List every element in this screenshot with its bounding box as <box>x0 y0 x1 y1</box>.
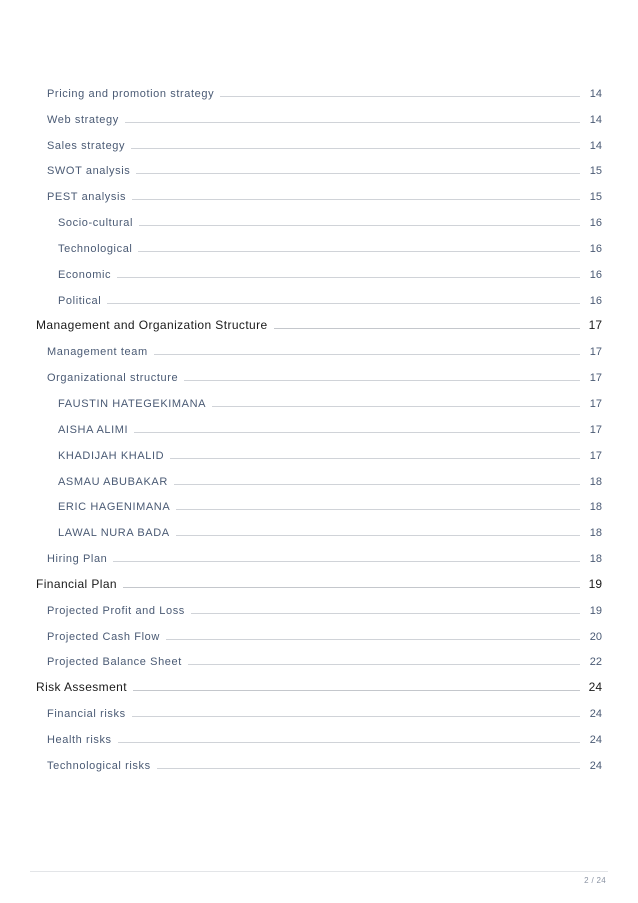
toc-leader-line <box>274 328 580 329</box>
toc-entry[interactable] <box>0 104 638 130</box>
toc-leader-line <box>191 613 580 614</box>
toc-page-number[interactable]: 19 <box>589 604 602 617</box>
toc-page-number[interactable]: 18 <box>589 501 602 514</box>
toc-leader-line <box>136 173 580 174</box>
toc-entry-title[interactable]: Financial risks <box>47 708 126 721</box>
toc-entry-title[interactable]: Socio-cultural <box>58 217 134 230</box>
toc-entry-title[interactable]: Organizational structure <box>47 372 179 385</box>
toc-entry-title[interactable]: Technological risks <box>47 759 151 772</box>
toc-entry[interactable] <box>0 543 638 569</box>
toc-entry[interactable] <box>0 259 638 285</box>
toc-entry-title[interactable]: Political <box>58 294 102 307</box>
toc-page-number[interactable]: 17 <box>588 318 602 333</box>
toc-entry-title[interactable]: ASMAU ABUBAKAR <box>58 475 168 488</box>
toc-page-number[interactable]: 19 <box>588 576 602 591</box>
toc-leader-line <box>118 742 580 743</box>
toc-entry[interactable] <box>0 285 638 311</box>
toc-leader-line <box>134 432 580 433</box>
toc-leader-line <box>176 535 580 536</box>
toc-page-number[interactable]: 16 <box>589 294 602 307</box>
toc-page-number[interactable]: 20 <box>589 630 602 643</box>
toc-entry[interactable] <box>0 130 638 156</box>
toc-page-number[interactable]: 14 <box>589 113 602 126</box>
toc-entry[interactable] <box>0 466 638 492</box>
page-indicator: 2 / 24 <box>584 876 606 885</box>
toc-leader-line <box>131 148 580 149</box>
toc-leader-line <box>117 277 580 278</box>
toc-page-number[interactable]: 18 <box>589 527 602 540</box>
toc-entry[interactable] <box>0 414 638 440</box>
toc-entry[interactable] <box>0 595 638 621</box>
toc-entry-title[interactable]: Risk Assesment <box>36 680 127 695</box>
toc-entry[interactable] <box>0 672 638 698</box>
toc-entry[interactable] <box>0 517 638 543</box>
toc-page-number[interactable]: 18 <box>589 475 602 488</box>
toc-page-number[interactable]: 16 <box>589 242 602 255</box>
footer-divider <box>30 871 608 872</box>
toc-leader-line <box>174 484 580 485</box>
toc-leader-line <box>132 199 580 200</box>
toc-entry-title[interactable]: Projected Profit and Loss <box>47 604 185 617</box>
toc-entry-title[interactable]: AISHA ALIMI <box>58 423 129 436</box>
toc-page-number[interactable]: 17 <box>589 449 602 462</box>
toc-page-number[interactable]: 22 <box>589 656 602 669</box>
toc-page-number[interactable]: 17 <box>589 372 602 385</box>
toc-leader-line <box>139 225 580 226</box>
toc-leader-line <box>123 587 580 588</box>
toc-leader-line <box>166 639 580 640</box>
toc-page-number[interactable]: 17 <box>589 346 602 359</box>
toc-leader-line <box>113 561 580 562</box>
toc-entry-title[interactable]: ERIC HAGENIMANA <box>58 501 171 514</box>
toc-page-number[interactable]: 17 <box>589 423 602 436</box>
toc-entry[interactable] <box>0 362 638 388</box>
toc-page-number[interactable]: 15 <box>589 191 602 204</box>
toc-entry-title[interactable]: Management and Organization Structure <box>36 318 268 333</box>
toc-entry[interactable] <box>0 207 638 233</box>
toc-leader-line <box>132 716 580 717</box>
toc-leader-line <box>133 690 580 691</box>
toc-leader-line <box>157 768 580 769</box>
toc-leader-line <box>220 96 580 97</box>
toc-entry-title[interactable]: PEST analysis <box>47 191 127 204</box>
toc-entry[interactable] <box>0 181 638 207</box>
toc-entry-title[interactable]: Technological <box>58 242 133 255</box>
toc-leader-line <box>107 303 580 304</box>
toc-page-number[interactable]: 24 <box>589 759 602 772</box>
toc-page-number[interactable]: 17 <box>589 397 602 410</box>
toc-entry[interactable] <box>0 311 638 337</box>
toc-entry-title[interactable]: Management team <box>47 346 148 359</box>
toc-page-number[interactable]: 24 <box>589 733 602 746</box>
toc-leader-line <box>138 251 580 252</box>
toc-entry[interactable] <box>0 440 638 466</box>
toc-leader-line <box>188 664 580 665</box>
toc-entry[interactable] <box>0 647 638 673</box>
toc-entry[interactable] <box>0 621 638 647</box>
toc-page-number[interactable]: 24 <box>589 708 602 721</box>
toc-leader-line <box>212 406 580 407</box>
toc-entry-title[interactable]: Projected Balance Sheet <box>47 656 182 669</box>
toc-entry-title[interactable]: Financial Plan <box>36 576 117 591</box>
toc-page-number[interactable]: 18 <box>589 553 602 566</box>
toc-entry[interactable] <box>0 569 638 595</box>
toc-entry-title[interactable]: Economic <box>58 268 112 281</box>
toc-page-number[interactable]: 16 <box>589 268 602 281</box>
toc-entry[interactable] <box>0 388 638 414</box>
toc-entry-title[interactable]: Sales strategy <box>47 139 126 152</box>
toc-entry-title[interactable]: Health risks <box>47 733 112 746</box>
toc-entry-title[interactable]: LAWAL NURA BADA <box>58 527 170 540</box>
toc-page-number[interactable]: 16 <box>589 217 602 230</box>
toc-entry[interactable] <box>0 492 638 518</box>
toc-entry[interactable] <box>0 750 638 776</box>
toc-leader-line <box>154 354 580 355</box>
toc-page-number[interactable]: 14 <box>589 139 602 152</box>
toc-leader-line <box>184 380 580 381</box>
toc-entry[interactable] <box>0 698 638 724</box>
toc-page-number[interactable]: 24 <box>588 680 602 695</box>
toc-page-number[interactable]: 14 <box>589 87 602 100</box>
toc-entry-title[interactable]: SWOT analysis <box>47 165 131 178</box>
toc-entry[interactable] <box>0 156 638 182</box>
toc-entry-title[interactable]: Projected Cash Flow <box>47 630 160 643</box>
toc-entry-title[interactable]: Pricing and promotion strategy <box>47 87 215 100</box>
toc-leader-line <box>176 509 580 510</box>
toc-leader-line <box>170 458 580 459</box>
toc-entry[interactable] <box>0 336 638 362</box>
toc-entry-title[interactable]: Web strategy <box>47 113 119 126</box>
table-of-contents <box>0 78 638 776</box>
toc-page-number[interactable]: 15 <box>589 165 602 178</box>
toc-entry-title[interactable]: Hiring Plan <box>47 553 108 566</box>
toc-entry-title[interactable]: KHADIJAH KHALID <box>58 449 165 462</box>
toc-entry-title[interactable]: FAUSTIN HATEGEKIMANA <box>58 397 207 410</box>
toc-entry[interactable] <box>0 78 638 104</box>
toc-entry[interactable] <box>0 724 638 750</box>
toc-leader-line <box>125 122 580 123</box>
toc-entry[interactable] <box>0 233 638 259</box>
